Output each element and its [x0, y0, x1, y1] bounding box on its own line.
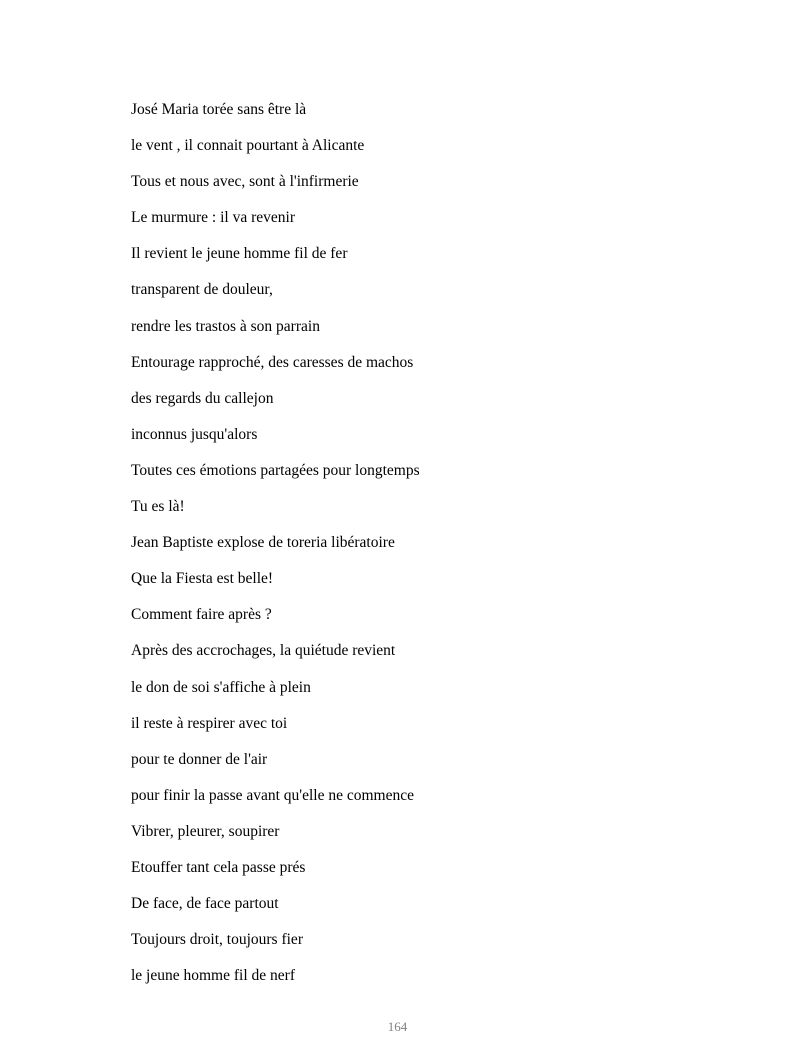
poem-line: inconnus jusqu'alors — [131, 425, 258, 443]
poem-line: des regards du callejon — [131, 389, 274, 407]
poem-line: Il revient le jeune homme fil de fer — [131, 245, 348, 263]
poem-line: Tous et nous avec, sont à l'infirmerie — [131, 173, 359, 191]
poem-line: Toutes ces émotions partagées pour longtemps — [131, 461, 420, 479]
poem-line: pour te donner de l'air — [131, 750, 268, 768]
poem-line: rendre les trastos à son parrain — [131, 317, 320, 335]
poem-line: Le murmure : il va revenir — [131, 209, 295, 227]
poem-line: Comment faire après ? — [131, 606, 272, 624]
poem-line: transparent de douleur, — [131, 281, 273, 299]
poem-line: Toujours droit, toujours fier — [131, 931, 303, 949]
poem-line: Vibrer, pleurer, soupirer — [131, 822, 280, 840]
page-number: 164 — [387, 1019, 408, 1034]
poem-text — [131, 99, 420, 1001]
poem-line: Que la Fiesta est belle! — [131, 570, 274, 588]
poem-line: José Maria torée sans être là — [131, 101, 307, 118]
poem-line: pour finir la passe avant qu'elle ne commence — [131, 786, 414, 804]
poem-line: il reste à respirer avec toi — [131, 714, 288, 732]
poem-line: Entourage rapproché, des caresses de machos — [131, 353, 414, 371]
poem-line: Jean Baptiste explose de toreria libératoire — [131, 534, 395, 552]
poem-line: le vent , il connait pourtant à Alicante — [131, 137, 365, 155]
poem-line: le jeune homme fil de nerf — [131, 967, 295, 985]
poem-line: Tu es là! — [131, 498, 185, 516]
poem-line: Après des accrochages, la quiétude revient — [131, 642, 396, 660]
poem-line: De face, de face partout — [131, 895, 279, 913]
poem-line: Etouffer tant cela passe prés — [131, 858, 306, 876]
poem-line: le don de soi s'affiche à plein — [131, 678, 311, 696]
